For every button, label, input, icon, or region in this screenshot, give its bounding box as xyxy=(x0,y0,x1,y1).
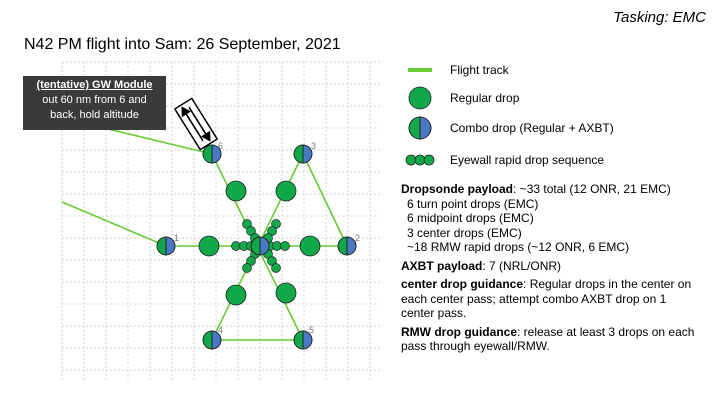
center-guidance-label: center drop guidance xyxy=(401,277,524,291)
regular-drop xyxy=(276,283,296,303)
regular-drop xyxy=(199,236,219,256)
dropsonde-block xyxy=(401,182,701,255)
gw-module-callout xyxy=(23,76,166,130)
point-label-4: 4 xyxy=(218,325,224,335)
center-guidance-text: : Regular drops in the center on each center pass; attempt combo AXBT drop on 1 center pass. xyxy=(401,277,692,320)
track-3-2 xyxy=(303,154,347,246)
regular-drop xyxy=(226,181,246,201)
point-label-3: 3 xyxy=(311,141,317,151)
track-entry-1 xyxy=(62,202,166,246)
callout-line1: out 60 nm from 6 and xyxy=(42,94,147,106)
dropsonde-item: 6 midpoint drops (EMC) xyxy=(407,211,534,225)
regular-drop xyxy=(276,181,296,201)
combo-drop-1 xyxy=(157,237,175,255)
point-label-1: 1 xyxy=(174,233,180,243)
combo-drop-2 xyxy=(338,237,356,255)
payload-notes xyxy=(401,182,701,358)
dropsonde-item: 6 turn point drops (EMC) xyxy=(407,196,539,211)
dropsonde-summary: : ~33 total (12 ONR, 21 EMC) xyxy=(513,182,671,196)
rmw-guidance-block xyxy=(401,325,701,354)
point-label-6: 6 xyxy=(218,141,224,151)
rmw-guidance-text: : release at least 3 drops on each pass through eyewall/RMW. xyxy=(401,324,695,353)
point-label-2: 2 xyxy=(355,233,361,243)
dropsonde-label: Dropsonde payload xyxy=(401,182,514,196)
dropsonde-item: ~18 RMW rapid drops (~12 ONR, 6 EMC) xyxy=(407,240,630,254)
axbt-block xyxy=(401,259,701,274)
legend-regular-drop-label: Regular drop xyxy=(450,91,520,105)
callout-heading: (tentative) GW Module xyxy=(36,79,153,91)
point-label-5: 5 xyxy=(309,325,315,335)
legend-eyewall-label: Eyewall rapid drop sequence xyxy=(450,153,605,167)
tasking-label: Tasking: EMC xyxy=(613,9,706,26)
rmw-guidance-label: RMW drop guidance xyxy=(401,324,517,339)
page-title: N42 PM flight into Sam: 26 September, 2021 xyxy=(24,36,341,53)
regular-drop xyxy=(226,285,246,305)
legend-flight-track: Flight track xyxy=(450,63,509,77)
axbt-label: AXBT payload xyxy=(401,258,483,273)
center-guidance-block xyxy=(401,277,701,321)
dropsonde-item: 3 center drops (EMC) xyxy=(407,225,522,240)
callout-line2: back, hold altitude xyxy=(50,109,139,121)
combo-drop-center xyxy=(251,237,269,255)
axbt-value: : 7 (NRL/ONR) xyxy=(482,258,562,273)
legend-combo-drop-label: Combo drop (Regular + AXBT) xyxy=(450,121,614,135)
combo-drop-3 xyxy=(294,145,312,163)
regular-drop xyxy=(300,236,320,256)
